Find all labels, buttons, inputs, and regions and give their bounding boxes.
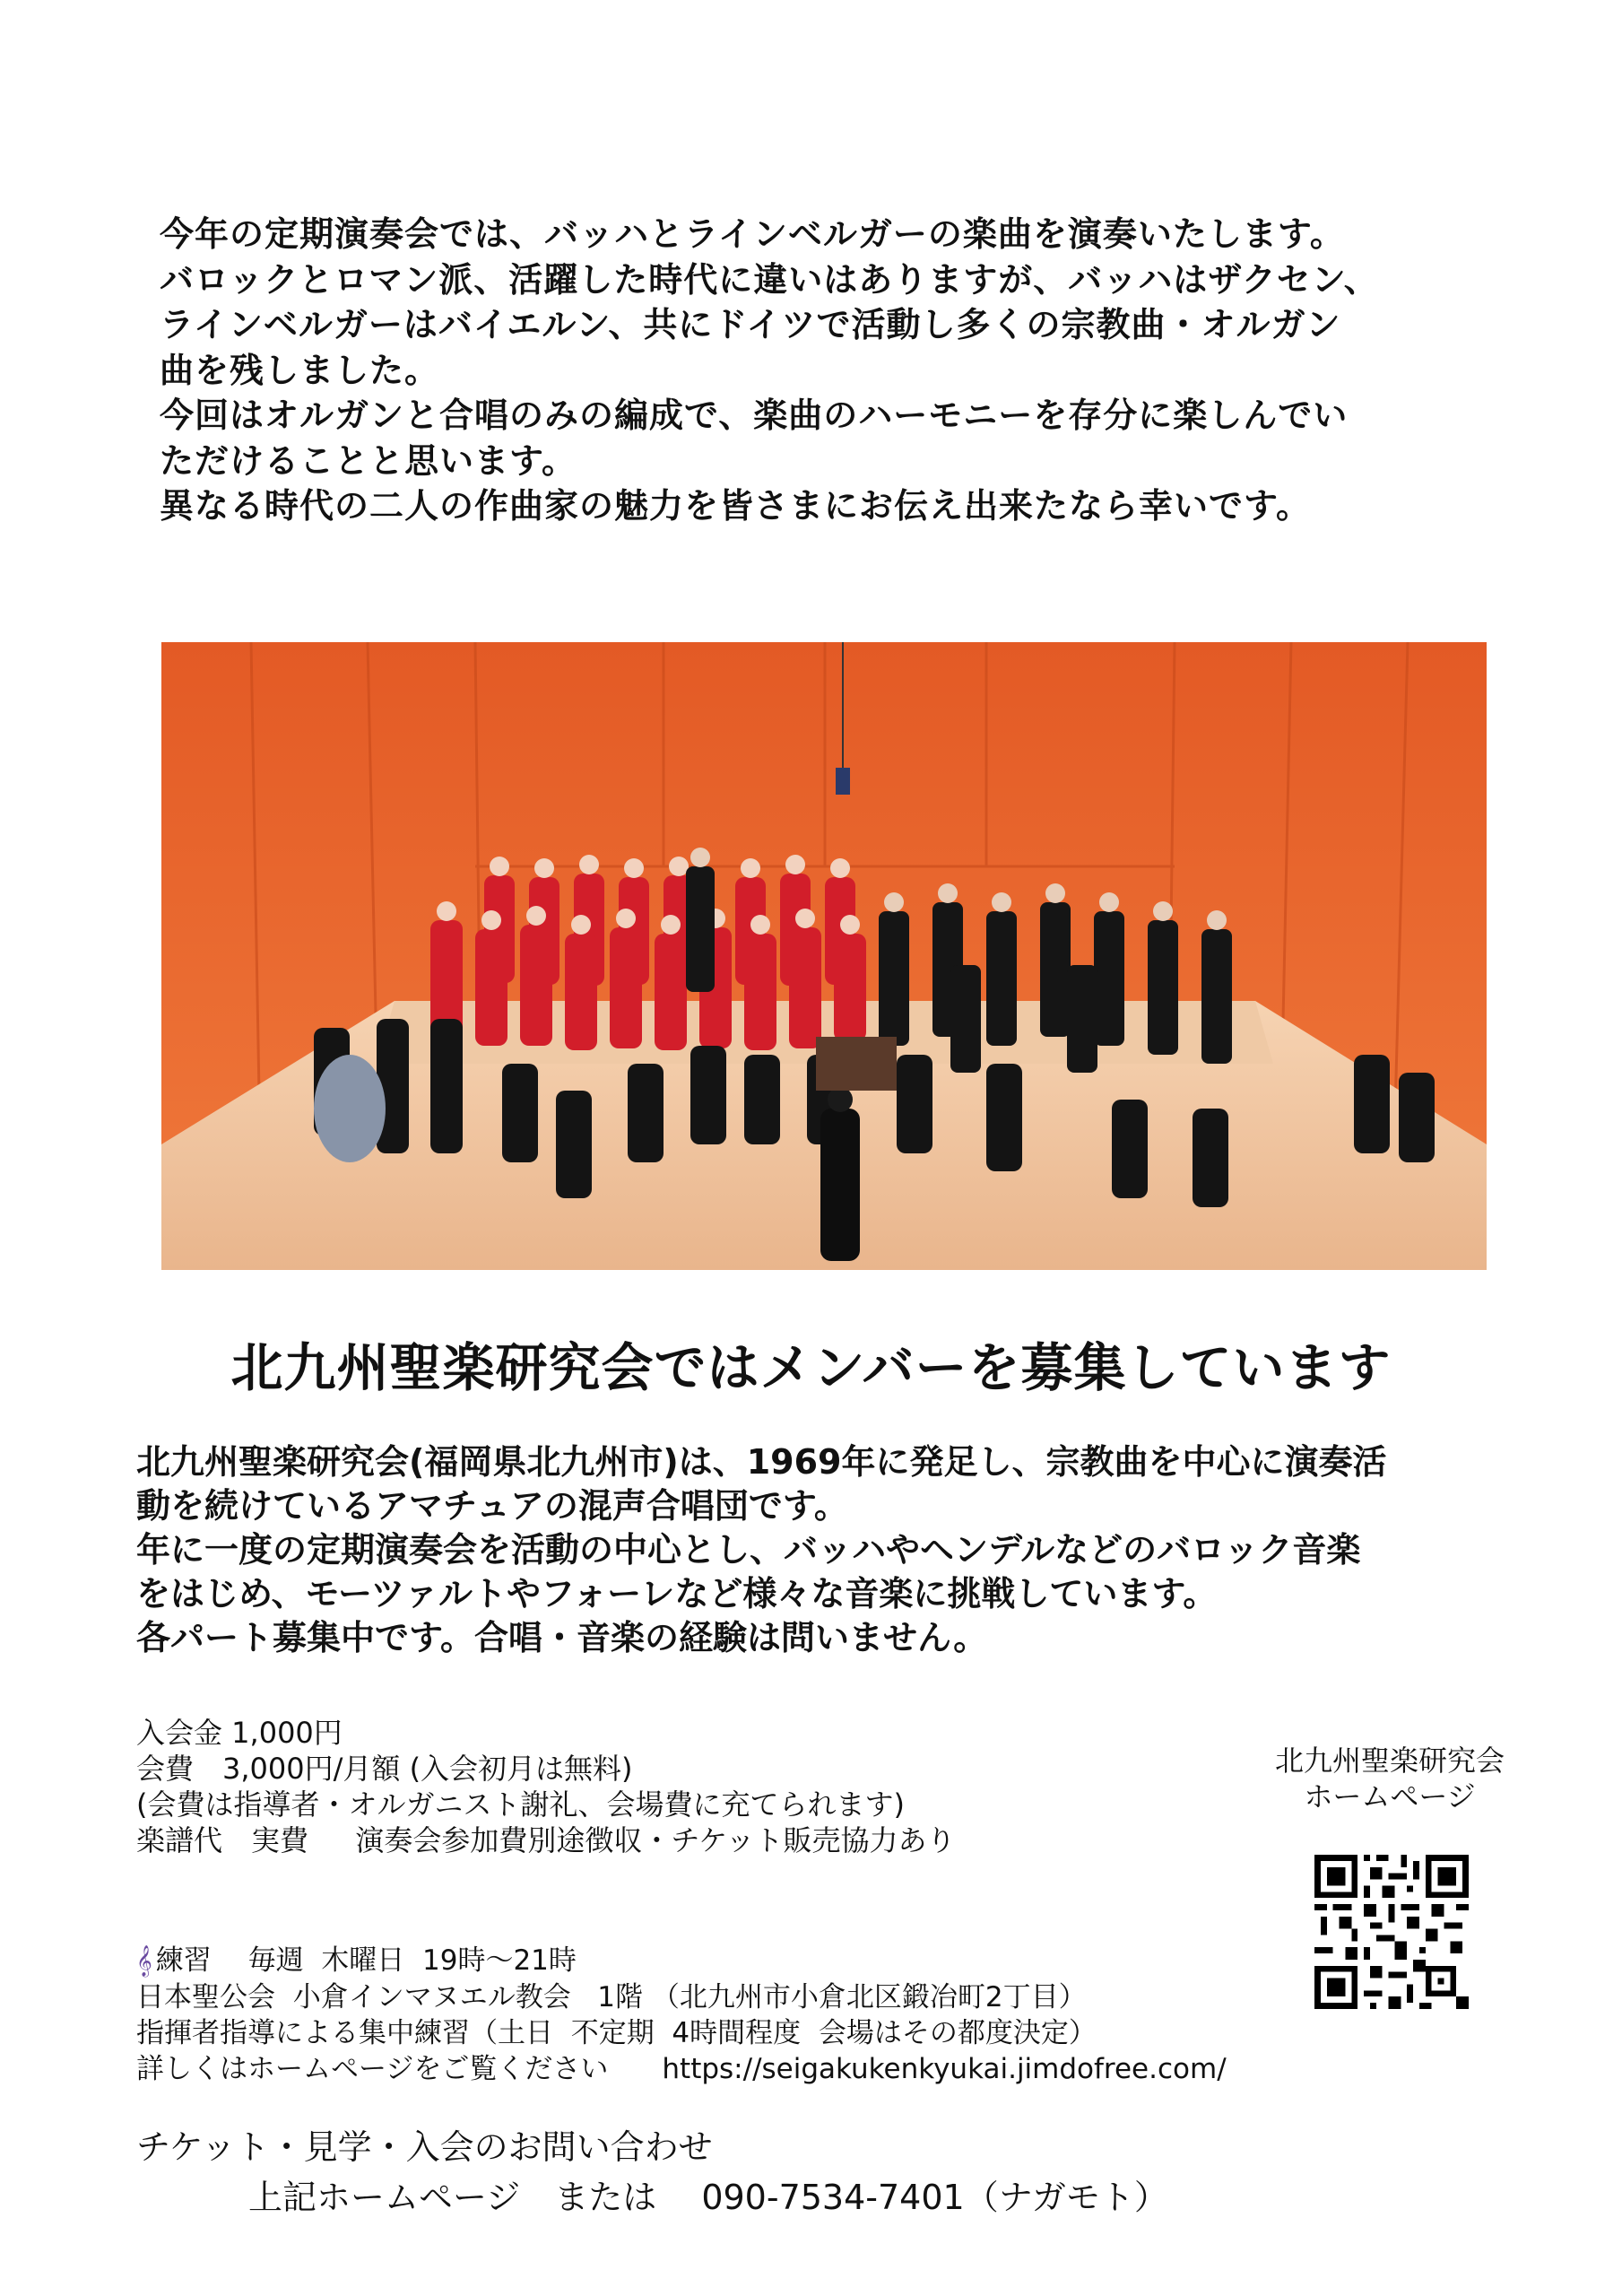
practice-venue: 日本聖公会 小倉インマヌエル教会 1階 （北九州市小倉北区鍛冶町2丁目） [136,1981,1087,2013]
treble-clef-icon: 𝄞 [136,1945,152,1977]
intro-line: ラインベルガーはバイエルン、共にドイツで活動し多くの宗教曲・オルガン [160,305,1341,344]
choir-concert-photo [161,642,1487,1270]
fee-line: 入会金 1,000円 [136,1716,343,1750]
intro-line: 今年の定期演奏会では、バッハとラインベルガーの楽曲を演奏いたします。 [160,214,1345,254]
conductor [820,1109,860,1261]
about-line: 北九州聖楽研究会(福岡県北九州市)は、1969年に発足し、宗教曲を中心に演奏活 [136,1442,1387,1482]
choir-photo-illustration [161,642,1487,1270]
recruitment-headline: 北九州聖楽研究会ではメンバーを募集しています [230,1337,1392,1398]
about-line: 各パート募集中です。合唱・音楽の経験は問いません。 [136,1618,988,1657]
about-line: をはじめ、モーツァルトやフォーレなど様々な音楽に挑戦しています。 [136,1574,1218,1613]
chamber-organ [816,1037,897,1091]
intro-line: バロックとロマン派、活躍した時代に違いはありますが、バッハはザクセン、 [160,259,1379,300]
homepage-label [1228,1743,1551,1814]
about-line: 動を続けているアマチュアの混声合唱団です。 [136,1486,848,1526]
fee-line: 楽譜代 実費 演奏会参加費別途徴収・チケット販売協力あり [136,1823,956,1857]
about-line: 年に一度の定期演奏会を活動の中心とし、バッハやヘンデルなどのバロック音楽 [136,1530,1361,1570]
fee-line: (会費は指導者・オルガニスト謝礼、会場費に充てられます) [136,1787,905,1822]
practice-schedule-text: 練習 毎週 木曜日 19時～21時 [155,1944,577,1977]
homepage-label-line: 北九州聖楽研究会 [1274,1744,1505,1778]
homepage-label-line: ホームページ [1304,1779,1476,1813]
fees-section [136,1715,955,1858]
fee-line: 会費 3,000円/月額 (入会初月は無料) [136,1752,633,1786]
intro-line: 曲を残しました。 [160,350,440,390]
practice-section [136,1943,1227,2087]
hanging-microphone [836,768,850,795]
intro-paragraph [160,212,1487,529]
contact-heading: チケット・見学・入会のお問い合わせ [136,2127,713,2167]
intro-line: 異なる時代の二人の作曲家の魅力を皆さまにお伝え出来たなら幸いです。 [160,486,1311,526]
practice-schedule [136,1943,1227,1979]
contact-details: 上記ホームページ または 090-7534-7401（ナガモト） [248,2178,1168,2217]
soloist-blue-dress [314,1055,386,1162]
contact-section [136,2122,1168,2222]
practice-details [136,2051,1227,2087]
practice-intensive: 指揮者指導による集中練習（土日 不定期 4時間程度 会場はその都度決定） [136,2017,1097,2049]
about-paragraph [136,1440,1535,1660]
homepage-qr-code[interactable] [1314,1855,1469,2009]
homepage-url[interactable]: https://seigakukenkyukai.jimdofree.com/ [662,2053,1227,2085]
intro-line: ただけることと思います。 [160,440,577,481]
details-text: 詳しくはホームページをご覧ください [136,2053,609,2085]
intro-line: 今回はオルガンと合唱のみの編成で、楽曲のハーモニーを存分に楽しんでい [160,396,1349,435]
